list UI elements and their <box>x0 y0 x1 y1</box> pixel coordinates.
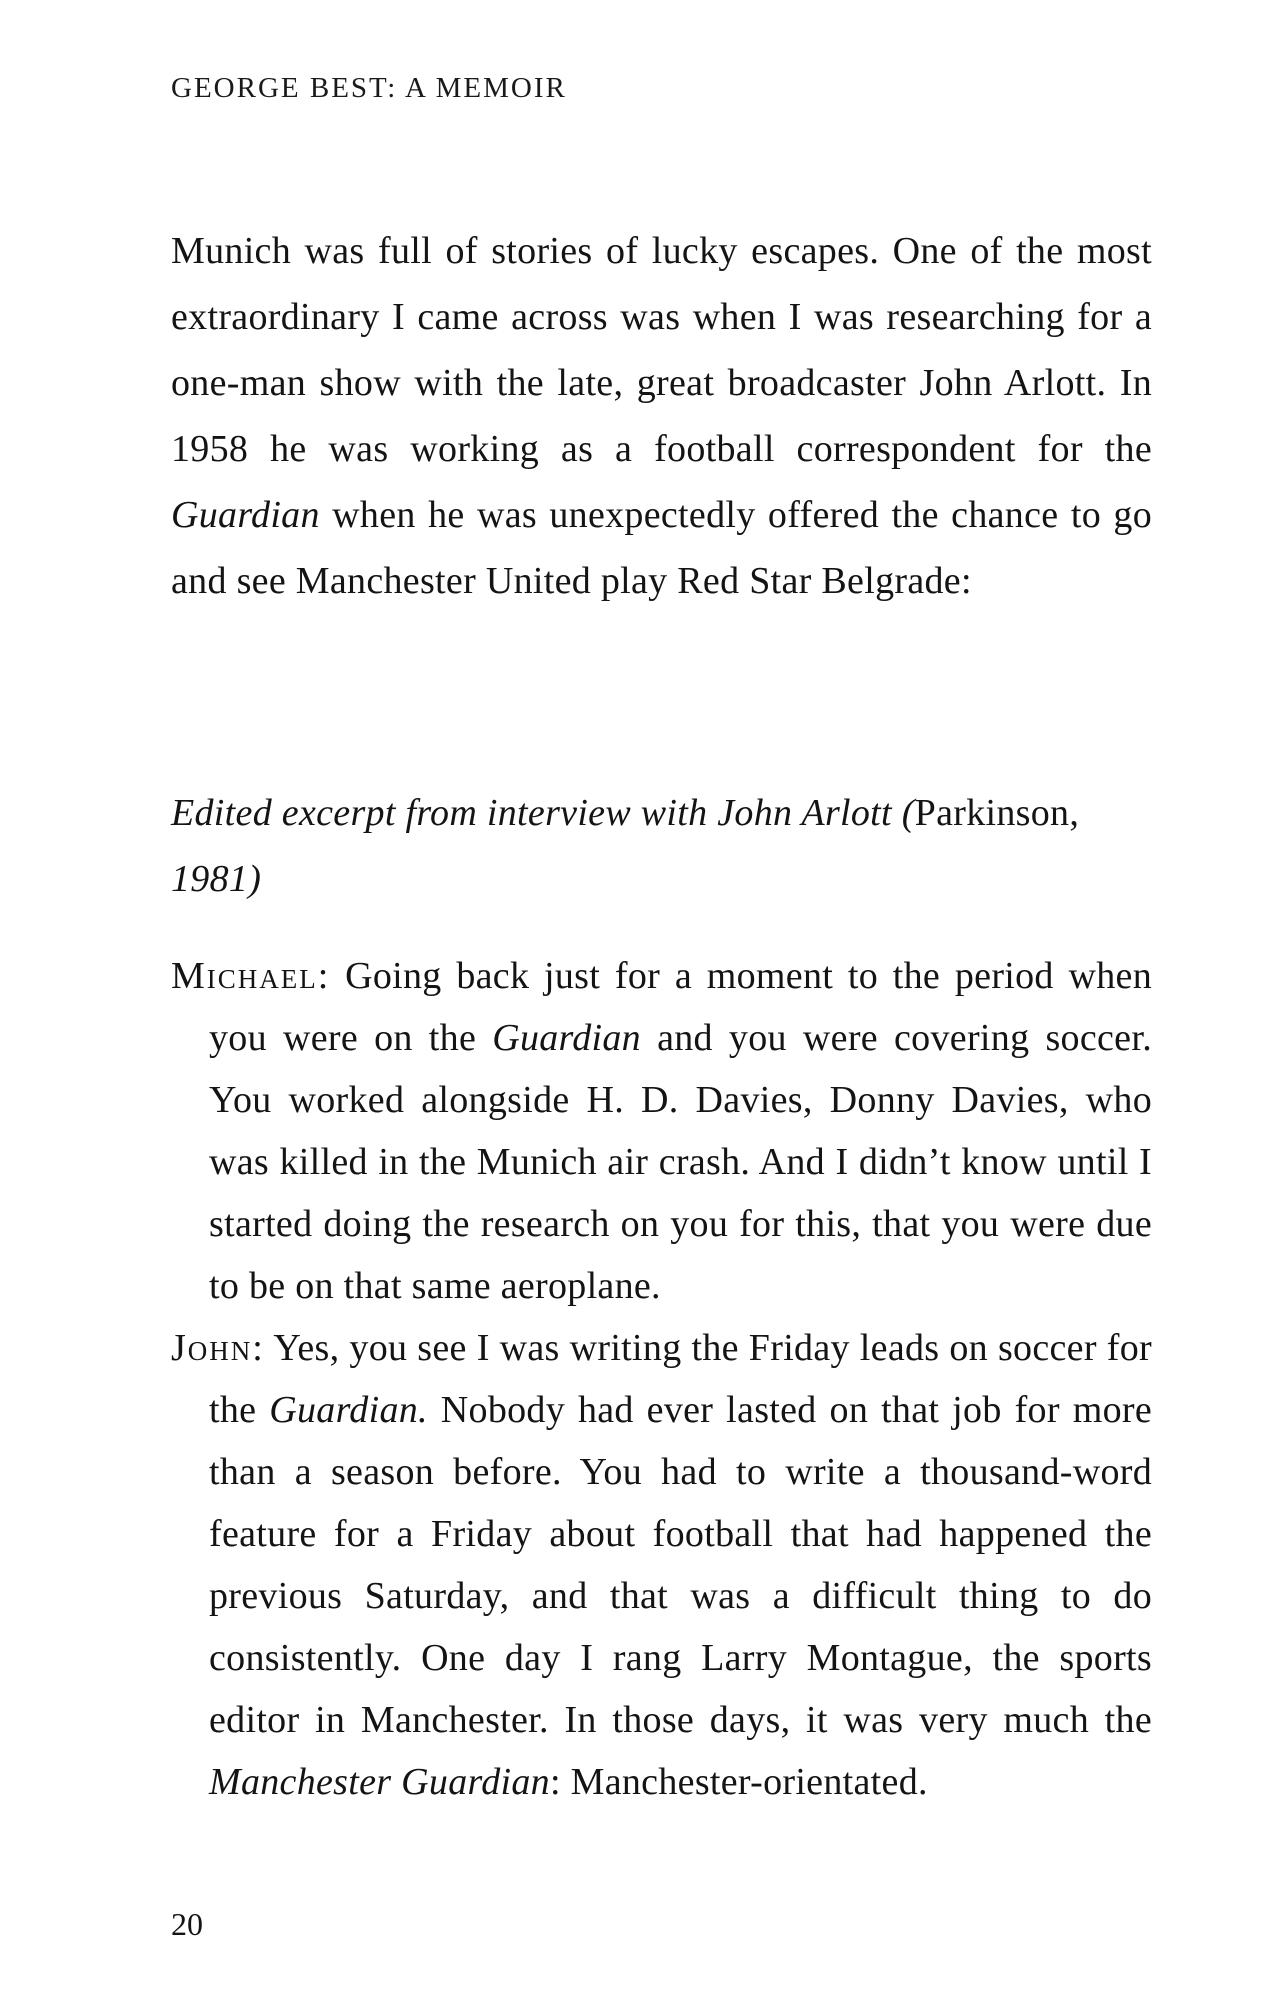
page-number: 20 <box>171 1906 203 1942</box>
intro-paper-name: Guardian <box>171 494 320 536</box>
interview-dialogue <box>171 945 1152 1813</box>
speech-michael <box>171 945 1152 1317</box>
intro-text-part2: when he was unexpectedly offered the chance to go and see Manchester United play Red Star Belgrade: <box>171 494 1152 602</box>
speech-italic-text: Guardian <box>492 1017 641 1059</box>
excerpt-heading <box>171 780 1152 912</box>
intro-paragraph <box>171 218 1152 614</box>
running-head: GEORGE BEST: A MEMOIR <box>171 72 567 104</box>
speaker-label: Michael: <box>171 955 331 997</box>
excerpt-heading-programme: Parkinson, <box>914 792 1080 834</box>
speech-text: Nobody had ever lasted on that job for more than a season before. You had to write a thousand-word feature for a Friday about football that had happened the previous Saturday, and that was a difficult thing to do consistently. One day I rang Larry Montague, the sports editor in Manchester. In those days, it was very much the <box>209 1389 1152 1741</box>
speech-text: : Manchester-orientated. <box>549 1761 928 1803</box>
intro-text-part1: Munich was full of stories of lucky escapes. One of the most extraordinary I came across was when I was researching for a one-man show with the late, great broadcaster John Arlott. In 1958 he was working as a football correspondent for the <box>171 230 1152 470</box>
speaker-label: John: <box>171 1327 265 1369</box>
excerpt-heading-italic: Edited excerpt from interview with John Arlott ( <box>171 792 915 834</box>
speech-john <box>171 1317 1152 1813</box>
speech-italic-text: Guardian. <box>269 1389 428 1431</box>
speech-italic-text: Manchester Guardian <box>209 1761 550 1803</box>
excerpt-heading-year: 1981) <box>171 858 262 900</box>
speech-text: and you were covering soccer. You worked alongside H. D. Davies, Donny Davies, who was killed in the Munich air crash. And I didn’t know until I started doing the research on you for this, that you were due to be on that same aeroplane. <box>209 1017 1152 1307</box>
speech-text: Yes, you see I was writing the Friday leads on soccer for the <box>209 1327 1152 1431</box>
speech-text: Going back just for a moment to the period when you were on the <box>209 955 1152 1059</box>
